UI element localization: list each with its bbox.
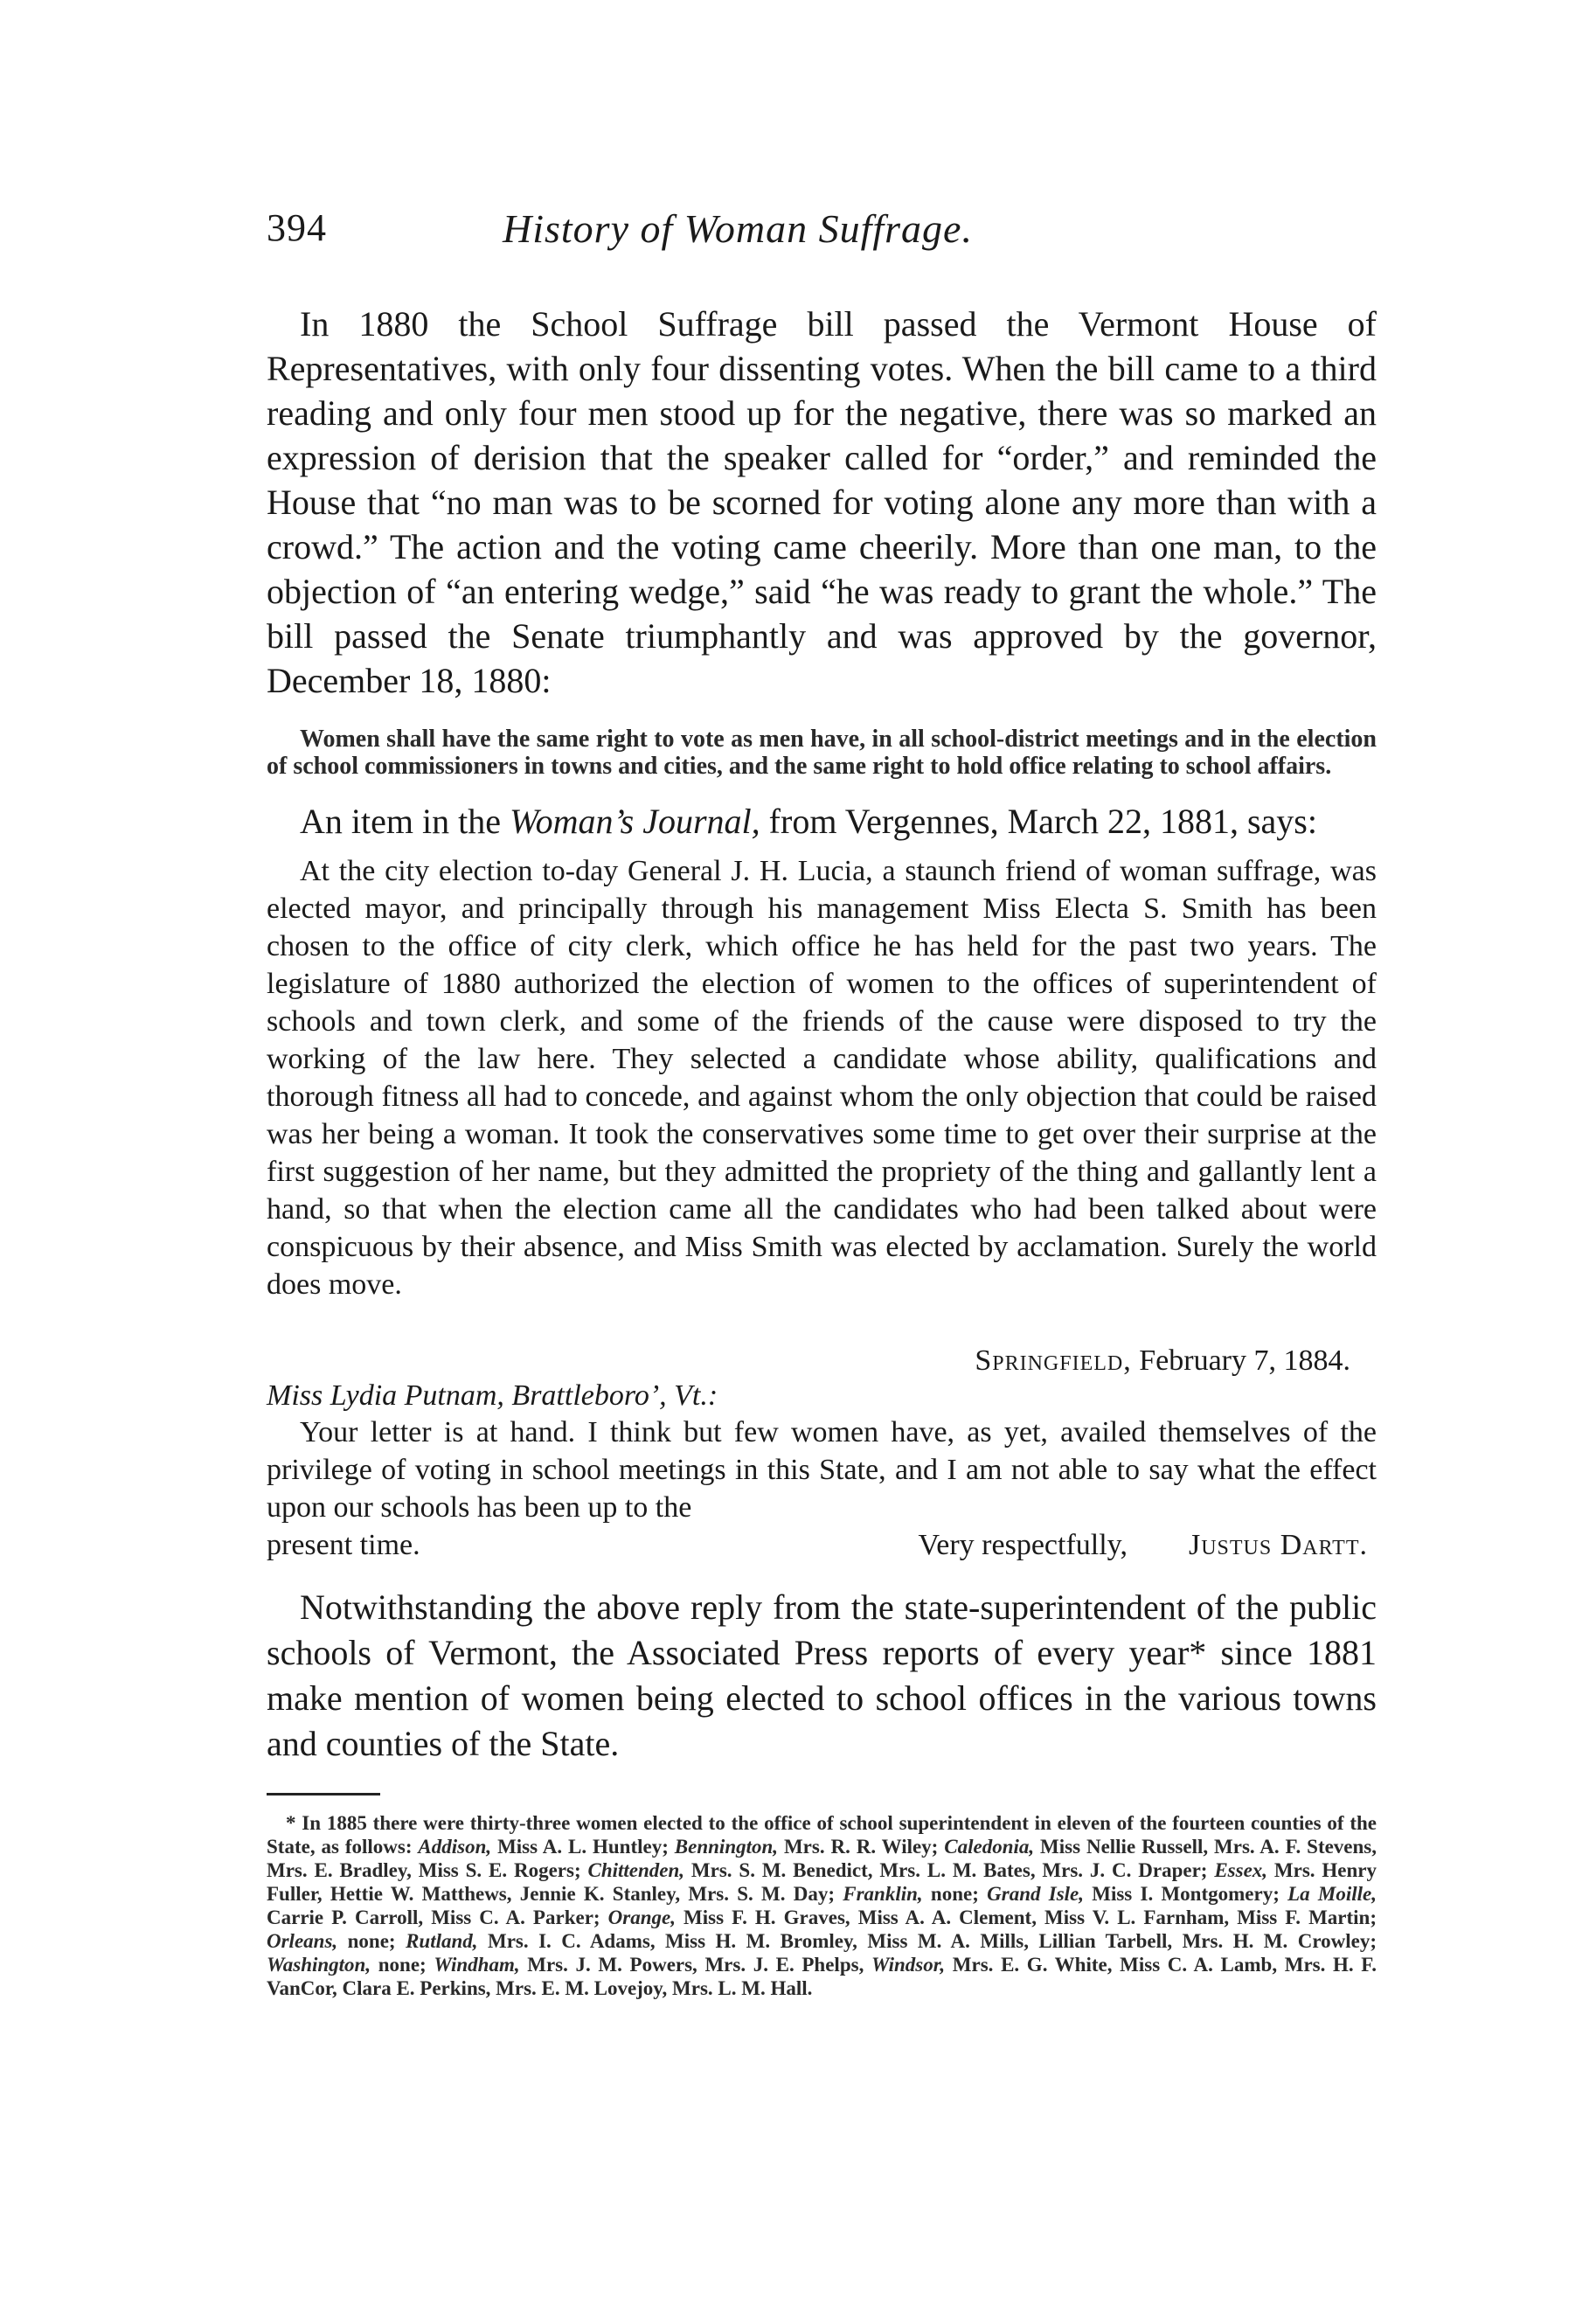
page-header [267, 205, 1377, 267]
footnote-county: Rutland, [406, 1930, 478, 1952]
letter-date: February 7, 1884. [1131, 1344, 1350, 1377]
running-title: History of Woman Suffrage. [503, 206, 973, 251]
letter-last-line: present time. [267, 1529, 420, 1561]
footnote-county-names: Miss I. Montgomery; [1084, 1883, 1288, 1905]
footnote [267, 1811, 1377, 2000]
journal-title: Woman’s Journal, [509, 802, 760, 841]
footnote-county: Chittenden, [587, 1859, 685, 1881]
footnote-county: Windham, [434, 1954, 520, 1976]
footnote-county: Addison, [418, 1836, 492, 1858]
quote-statute: Women shall have the same right to vote as men have, in all school-district meetings and in the election of school commissioners in towns and cities, and the same right to hold office relating to school affairs. [267, 726, 1377, 780]
footnote-county-names: Mrs. E. G. White, Miss C. A. Lamb, Mrs. H. F. VanCor, Clara E. Perkins, Mrs. E. M. Lovejoy, Mrs. L. M. Hall. [267, 1954, 1377, 1999]
footnote-county: Washington, [267, 1954, 371, 1976]
footnote-county-names: Carrie P. Carroll, Miss C. A. Parker; [267, 1907, 608, 1928]
paragraph-womans-journal [267, 799, 1377, 844]
footnote-county-names: Mrs. Henry Fuller, Hettie W. Matthews, Jennie K. Stanley, Mrs. S. M. Day; [267, 1859, 1377, 1905]
footnote-county: La Moille, [1287, 1883, 1377, 1905]
footnote-county-names: none; [371, 1954, 434, 1976]
footnote-county: Orange, [607, 1907, 676, 1928]
footnote-county-names: Mrs. I. C. Adams, Miss H. M. Bromley, Miss M. A. Mills, Lillian Tarbell, Mrs. H. M. Crowley; [477, 1930, 1377, 1952]
letter-closing: Very respectfully, [918, 1529, 1128, 1561]
footnote-county: Orleans, [267, 1930, 338, 1952]
footnote-county-names: Miss F. H. Graves, Miss A. A. Clement, Miss V. L. Farnham, Miss F. Martin; [675, 1907, 1377, 1928]
paragraph-womans-journal-before: An item in the [300, 802, 510, 841]
letter-body: Your letter is at hand. I think but few women have, as yet, availed themselves of the privilege of voting in school meetings in this State, and I am not able to say what the effect upon our schools has been up to the [267, 1416, 1377, 1524]
paragraph-notwithstanding: Notwithstanding the above reply from the state-superintendent of the public schools of Vermont, the Associated Press reports of every year* since 1881 make mention of women being elected to school offices in the various towns and counties of the State. [267, 1587, 1377, 1763]
footnote-intro: * In 1885 there were thirty-three women elected to the office of school superintendent in eleven of the fourteen counties of the State, as follows: [267, 1812, 1377, 1858]
letter-signer: Justus Dartt. [1188, 1529, 1368, 1561]
footnote-entries [267, 1836, 1377, 1999]
letter-place: Springfield, [975, 1344, 1132, 1377]
paragraph-womans-journal-after: from Vergennes, March 22, 1881, says: [760, 802, 1317, 841]
footnote-county: Grand Isle, [987, 1883, 1084, 1905]
paragraph-school-suffrage-bill: In 1880 the School Suffrage bill passed the Vermont House of Representatives, with only four dissenting votes. When the bill came to a third reading and only four men stood up for the negative, there was so marked an expression of derision that the speaker called for “order,” and reminded the House that “no man was to be scorned for voting alone any more than with a crowd.” The action and the voting came cheerily. More than one man, to the objection of “an entering wedge,” said “he was ready to grant the whole.” The bill passed the Senate triumphantly and was approved by the governor, December 18, 1880: [267, 304, 1377, 700]
letter-salutation: Miss Lydia Putnam, Brattleboro’, Vt.: [267, 1379, 718, 1412]
quote-vergennes-election: At the city election to-day General J. H. Lucia, a staunch friend of woman suffrage, was elected mayor, and principally through his management Miss Electa S. Smith has been chosen to the office of city clerk, which office he has held for the past two years. The legislature of 1880 authorized the election of women to the offices of superintendent of schools and town clerk, and some of the friends of the cause were disposed to try the working of the law here. They selected a candidate whose ability, qualifications and thorough fitness all had to concede, and against whom the only objection that could be raised was her being a woman. It took the conservatives some time to get over their surprise at the first suggestion of her name, but they admitted the propriety of the thing and gallantly lent a hand, so that when the election came all the candidates who had been talked about were conspicuous by their absence, and Miss Smith was elected by acclamation. Surely the world does move. [267, 855, 1377, 1301]
footnote-county: Essex, [1214, 1859, 1268, 1881]
footnote-county-names: Miss Nellie Russell, Mrs. A. F. Stevens, Mrs. E. Bradley, Miss S. E. Rogers; [267, 1836, 1377, 1881]
footnote-divider [267, 1793, 380, 1795]
book-page [267, 205, 1377, 2000]
footnote-county: Caledonia, [944, 1836, 1035, 1858]
letter-dateline [267, 1344, 1377, 1379]
footnote-county-names: Mrs. R. R. Wiley; [778, 1836, 945, 1858]
letter-signoff [267, 1526, 1377, 1564]
footnote-county: Windsor, [871, 1954, 946, 1976]
footnote-county-names: none; [337, 1930, 406, 1952]
footnote-county: Bennington, [674, 1836, 779, 1858]
footnote-county-names: Mrs. J. M. Powers, Mrs. J. E. Phelps, [519, 1954, 871, 1976]
footnote-county-names: Mrs. S. M. Benedict, Mrs. L. M. Bates, Mrs. J. C. Draper; [684, 1859, 1215, 1881]
footnote-county-names: Miss A. L. Huntley; [491, 1836, 675, 1858]
page-number: 394 [267, 206, 327, 249]
footnote-county-names: none; [922, 1883, 988, 1905]
footnote-county: Franklin, [843, 1883, 923, 1905]
